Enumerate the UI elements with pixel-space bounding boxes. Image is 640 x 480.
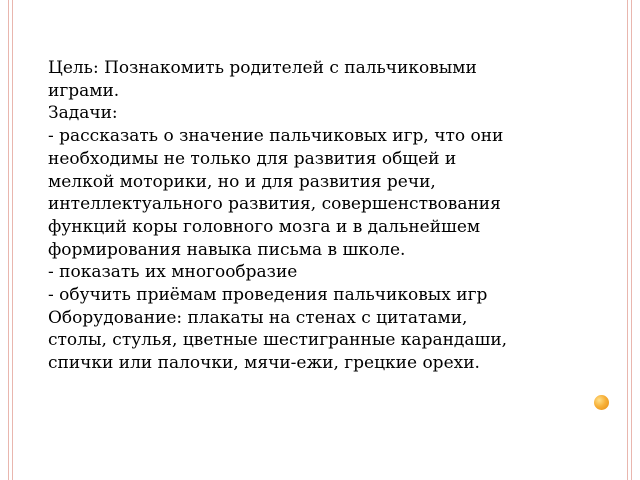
decorative-circle-icon (594, 395, 609, 410)
right-border-outer (631, 0, 632, 480)
left-border-inner (12, 0, 13, 480)
text-line: столы, стулья, цветные шестигранные карандаши, (48, 330, 508, 351)
text-line: интеллектуального развития, совершенствования (48, 194, 501, 215)
text-line: Задачи: (48, 103, 118, 124)
text-line: спички или палочки, мячи-ежи, грецкие орехи. (48, 353, 480, 374)
left-border-outer (8, 0, 9, 480)
text-line: формирования навыка письма в школе. (48, 239, 406, 260)
text-line: - обучить приёмам проведения пальчиковых игр (48, 285, 488, 306)
text-line: Цель: Познакомить родителей с пальчиковыми (48, 58, 477, 78)
text-line: Оборудование: плакаты на стенах с цитатами, (48, 307, 468, 328)
text-line: необходимы не только для развития общей и (48, 148, 457, 169)
text-line: играми. (48, 80, 120, 101)
text-line: мелкой моторики, но и для развития речи, (48, 171, 436, 192)
slide-text (48, 57, 608, 375)
text-line: функций коры головного мозга и в дальнейшем (48, 216, 481, 237)
text-line: - показать их многообразие (48, 262, 298, 283)
right-border-inner (627, 0, 628, 480)
text-line: - рассказать о значение пальчиковых игр, что они (48, 126, 504, 147)
